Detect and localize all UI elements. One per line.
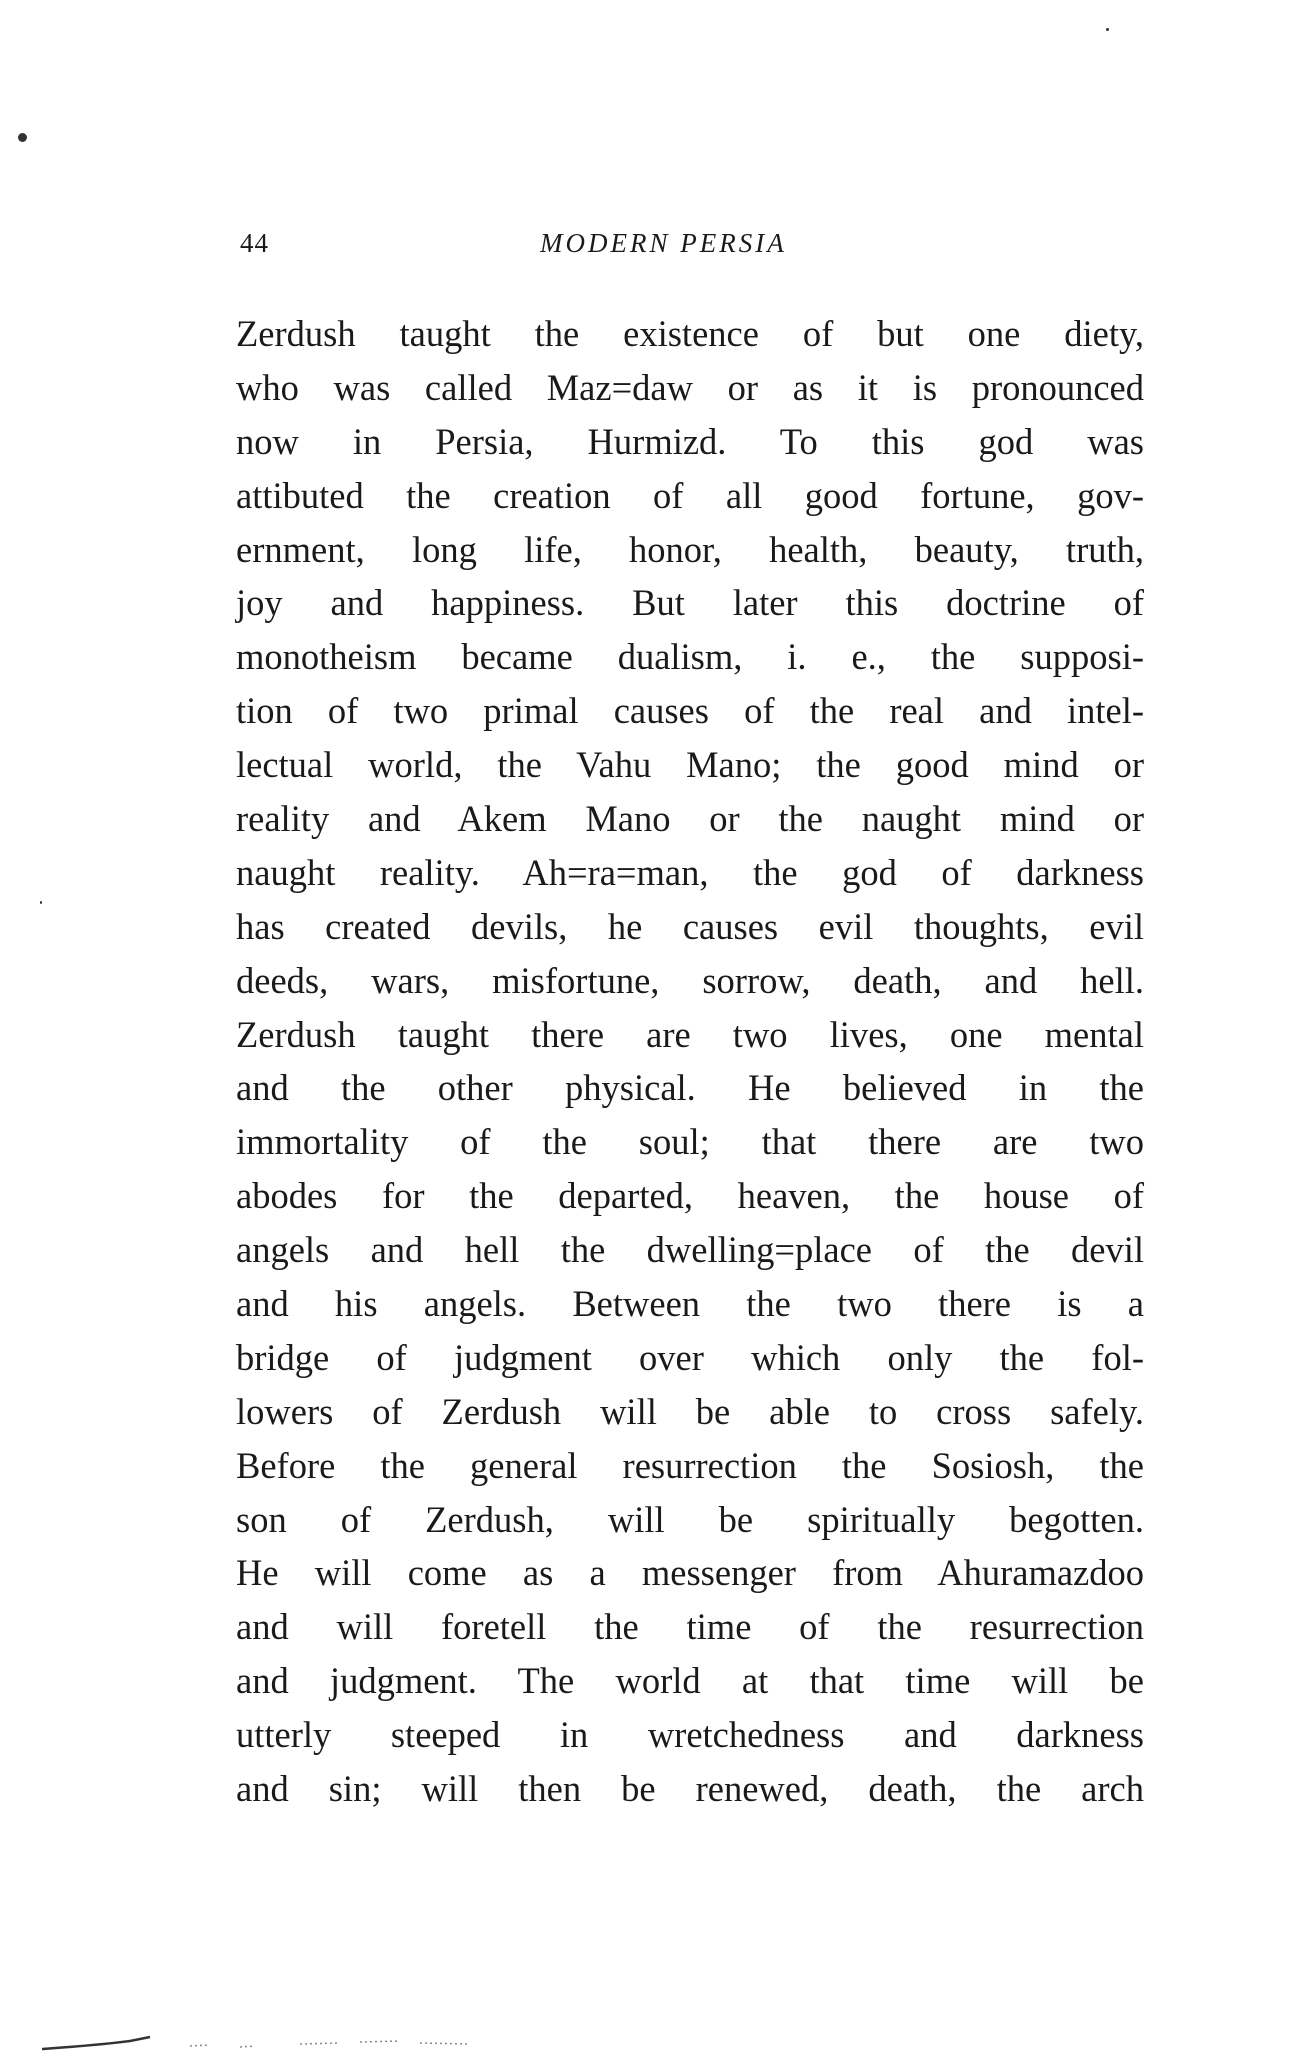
text-line: attibuted the creation of all good fortune, gov- <box>236 474 1144 516</box>
text-line: lectual world, the Vahu Mano; the good mind or <box>236 744 1144 786</box>
text-line: Zerdush taught the existence of but one diety, <box>236 313 1144 354</box>
scan-smudge <box>40 2032 520 2052</box>
text-line: and will foretell the time of the resurrection <box>236 1606 1144 1648</box>
text-line: He will come as a messenger from Ahuramazdoo <box>236 1552 1144 1594</box>
text-line: and sin; will then be renewed, death, the arch <box>236 1768 1144 1810</box>
text-line: Zerdush taught there are two lives, one mental <box>236 1013 1144 1055</box>
scan-speck <box>40 901 42 904</box>
text-line: tion of two primal causes of the real and intel- <box>236 690 1144 732</box>
text-line: monotheism became dualism, i. e., the supposi- <box>236 636 1144 678</box>
body-text <box>236 307 1144 1816</box>
text-line: reality and Akem Mano or the naught mind or <box>236 798 1144 840</box>
text-line: angels and hell the dwelling=place of the devil <box>236 1229 1144 1271</box>
text-line: son of Zerdush, will be spiritually begotten. <box>236 1498 1144 1540</box>
text-line: ernment, long life, honor, health, beauty, truth, <box>236 528 1144 570</box>
text-line: deeds, wars, misfortune, sorrow, death, and hell. <box>236 959 1144 1001</box>
text-line: now in Persia, Hurmizd. To this god was <box>236 420 1144 462</box>
text-line: Before the general resurrection the Sosiosh, the <box>236 1444 1144 1486</box>
text-line: joy and happiness. But later this doctrine of <box>236 582 1144 624</box>
page-header <box>240 228 1140 268</box>
scan-speck <box>1106 28 1109 31</box>
text-line: naught reality. Ah=ra=man, the god of darkness <box>236 851 1144 893</box>
text-line: immortality of the soul; that there are two <box>236 1121 1144 1163</box>
text-line: and the other physical. He believed in the <box>236 1067 1144 1109</box>
running-head: MODERN PERSIA <box>540 228 787 258</box>
text-line: who was called Maz=daw or as it is pronounced <box>236 366 1144 408</box>
text-line: and judgment. The world at that time will be <box>236 1660 1144 1702</box>
scan-speck <box>18 133 27 142</box>
text-line: bridge of judgment over which only the fol- <box>236 1336 1144 1378</box>
text-line: and his angels. Between the two there is a <box>236 1283 1144 1325</box>
text-line: abodes for the departed, heaven, the house of <box>236 1175 1144 1217</box>
text-line: has created devils, he causes evil thoughts, evil <box>236 905 1144 947</box>
text-line: lowers of Zerdush will be able to cross safely. <box>236 1390 1144 1432</box>
text-line: utterly steeped in wretchedness and darkness <box>236 1714 1144 1756</box>
page-number: 44 <box>240 228 269 258</box>
